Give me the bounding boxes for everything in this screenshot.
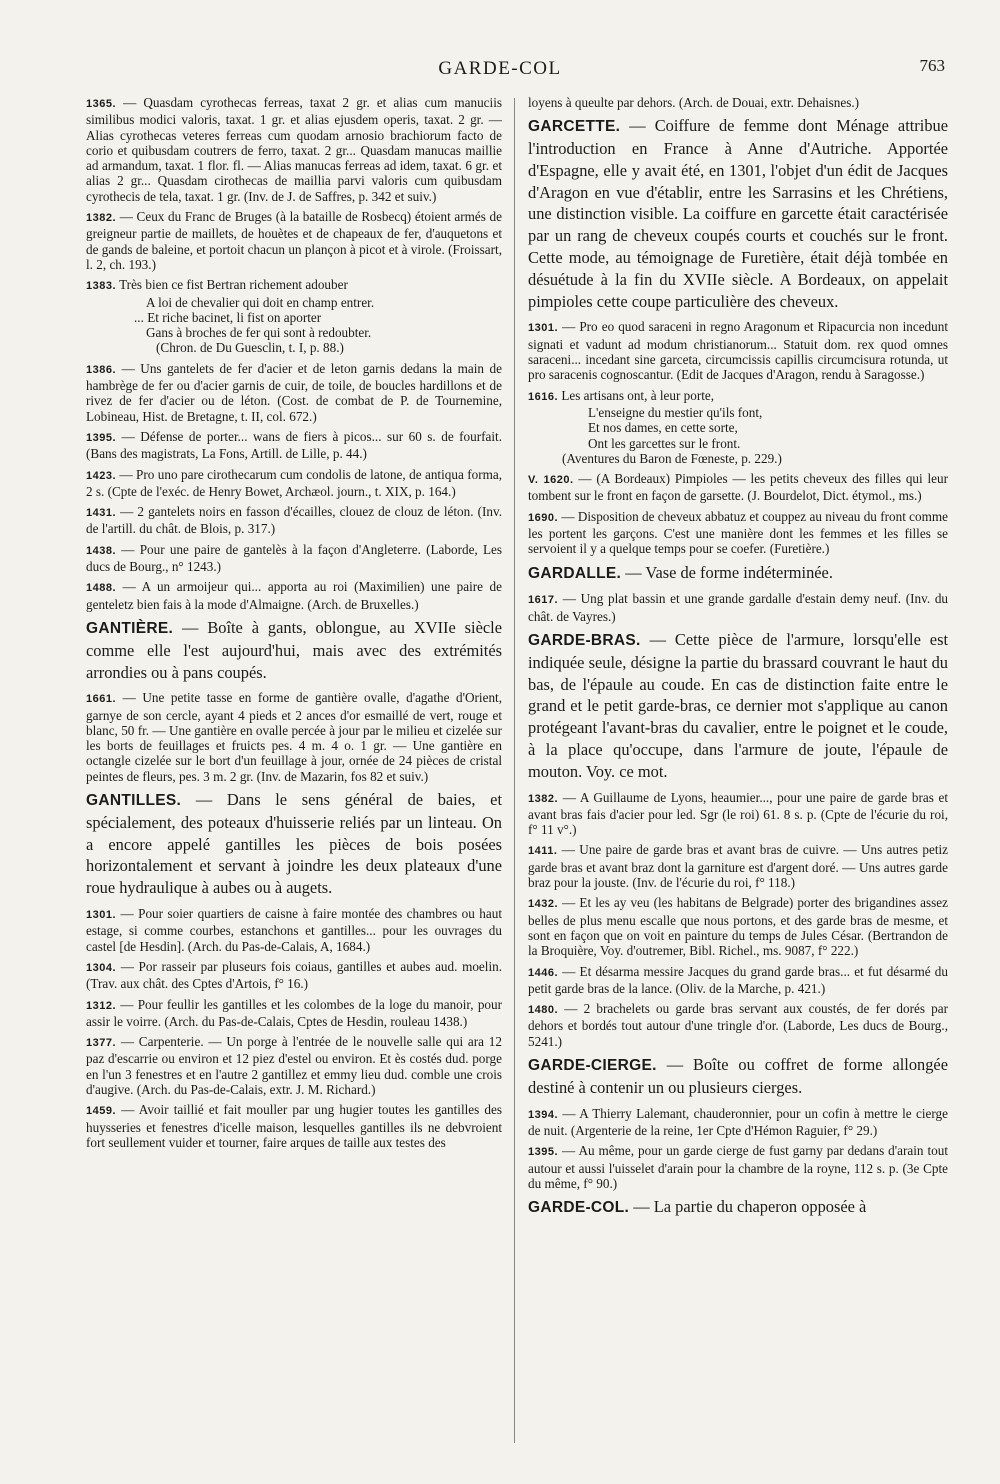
column-divider (514, 98, 515, 1443)
citation-entry: 1690. — Disposition de cheveux abbatuz et couppez au niveau du front comme les portent les garçons. C'est une manière dont les femmes et les filles se servoient il y a quelque temps pour se coefer. (Furetière.) (528, 508, 948, 557)
citation-entry: 1382. — A Guillaume de Lyons, heaumier..., pour une paire de garde bras et avant bras fais d'acier pour led. Sgr (le roi) 61. 8 s. p. (Cpte de l'écurie du roi, f° 11 v°.) (528, 789, 949, 838)
headword: GANTIÈRE. (86, 619, 174, 637)
citation-entry: 1301. — Pro eo quod saraceni in regno Aragonum et Ripacurcia non incedunt signati et vadunt ad modum christianorum... Statuit dom. rex quod omnes saraceni... incedant sine garceta, circumcissis capillis circumcisura rotunda, ut pro saracenis cognoscantur. (Edit de Jacques d'Aragon, rendu à Saragosse.) (528, 319, 948, 383)
headword-entry-gantiere: GANTIÈRE. — Boîte à gants, oblongue, au XVIIe siècle comme elle l'est aujourd'hui, mais avec des extrémités arrondies ou à pans coupés. (86, 617, 502, 682)
citation-entry: 1312. — Pour feullir les gantilles et les colombes de la loge du manoir, pour assir le voirre. (Arch. du Pas-de-Calais, Cptes de Hesdin, rouleau 1438.) (86, 996, 503, 1029)
headword: GANTILLES. (86, 792, 182, 810)
citation-entry: 1394. — A Thierry Lalemant, chauderonnier, pour un cofin à mettre le cierge de nuit. (Argenterie de la reine, 1er Cpte d'Hémon Raguier, f° 29.) (528, 1105, 948, 1138)
citation-entry: 1423. — Pro uno pare cirothecarum cum condolis de latone, de antiqua forma, 2 s. (Cpte de l'exéc. de Henry Bowet, Archæol. journ., t. XIX, p. 164.) (86, 466, 502, 499)
citation-entry: V. 1620. — (A Bordeaux) Pimpioles — les petits cheveux des filles qui leur tombent sur le front en façon de garsette. (J. Bourdelot, Dict. étymol., ms.) (528, 471, 949, 504)
headword-entry-gantilles: GANTILLES. — Dans le sens général de baies, et spécialement, des poteaux d'huisserie reliés par un linteau. On a encore appelé gantilles les pièces de bois posées horizontalement et servant à joindre les deux plateaux d'une roue hydraulique à aubes ou à augets. (86, 790, 502, 898)
citation-entry: 1438. — Pour une paire de gantelès à la façon d'Angleterre. (Laborde, Les ducs de Bourg., n° 1243.) (86, 541, 503, 575)
verse-citation: 1616. Les artisans ont, à leur porte, L'enseigne du mestier qu'ils font, Et nos dames, en cette sorte, Ont les garcettes sur le front. (Aventures du Baron de Fœneste, p. 229.) (528, 387, 782, 466)
citation-entry: 1488. — A un armoijeur qui... apporta au roi (Maximilien) une paire de genteletz bien fais à la mode d'Almaigne. (Arch. de Bruxelles.) (86, 579, 502, 612)
citation-entry: 1395. — Défense de porter... wans de fiers à picos... sur 60 s. de fourfait. (Bans des magistrats, La Fons, Artill. de Lille, p. 44.) (86, 428, 502, 462)
citation-entry: 1432. — Et les ay veu (les habitans de Belgrade) porter des brigandines assez belles de plus menu escalle que nous portons, et des garde bras de mesme, et sont en façon que on voit en painture du temps de Jules César. (Bertrandon de la Broquière, Voy. d'outremer, Bibl. Richel., ms. 9087, f° 222.) (528, 895, 949, 959)
running-head: GARDE-COL (438, 58, 562, 79)
citation-entry: 1617. — Ung plat bassin et une grande gardalle d'estain demy neuf. (Inv. du chât. de Vayres.) (528, 591, 949, 624)
citation-entry: 1382. — Ceux du Franc de Bruges (à la bataille de Rosbecq) étoient armés de greigneur partie de maillets, de houètes et de chapeaux de fer, d'auquetons et de gands de baleine, et portoit chacun un plançon à picot et à virole. (Froissart, l. 2, ch. 193.) (86, 209, 502, 272)
citation-entry: 1386. — Uns gantelets de fer d'acier et de leton garnis dedans la main de hambrège de fer ou d'acier garnis de cuir, de toile, de boucles hardillons et de rivez de fer d'acier ou de léton. (Cost. de combat de P. de Tournemine, Lobineau, Hist. de Bretagne, t. II, col. 672.) (86, 360, 503, 424)
verse-citation: 1383. Très bien ce fist Bertran richement adouber A loi de chevalier qui doit en champ entrer. ... Et riche bacinet, li fist on aporter Gans à broches de fer qui sont à redoubter. (Chron. de Du Guesclin, t. I, p. 88.) (86, 277, 375, 356)
right-column (528, 95, 948, 1226)
headword-entry-garde-bras: GARDE-BRAS. — Cette pièce de l'armure, lorsqu'elle est indiquée seule, désigne la partie du brassard couvrant le haut du bas, de l'épaule au coude. En cas de distinction faite entre le grand et le petit garde-bras, ce dernier mot s'applique au canon protégeant l'avant-bras du cavalier, entre le poignet et le coude, à la place qu'occupe, dans l'armure de joute, l'épaule de mouton. Voy. ce mot. (528, 630, 948, 781)
citation-entry: 1301. — Pour soier quartiers de caisne à faire montée des chambres ou haut estage, si comme courbes, estanchons et gantilles... pour les ouvrages du castel [de Hesdin]. (Arch. du Pas-de-Calais, A, 1684.) (86, 906, 502, 954)
headword-entry-gardalle: GARDALLE. — Vase de forme indéterminée. (528, 562, 833, 582)
continuation-text: loyens à queulte par dehors. (Arch. de Douai, extr. Dehaisnes.) (528, 95, 860, 110)
headword: GARCETTE. (528, 118, 621, 136)
headword-entry-garcette: GARCETTE. — Coiffure de femme dont Ménage attribue l'introduction en France à Anne d'Autriche. Apportée d'Espagne, elle y avait été, en 1301, l'objet d'un édit de Jacques d'Aragon en vue d'établir, entre les Sarrasins et les Chrétiens, une distinction visible. La coiffure en garcette était caractérisée par un rang de cheveux coupés courts et couchés sur le front. Cette mode, au témoignage de Furetière, était déjà tombée en désuétude à la fin du XVIIe siècle. A Bordeaux, on appelait pimpioles cette coupe particulière des cheveux. (528, 116, 948, 311)
citation-entry: 1431. — 2 gantelets noirs en fasson d'écailles, clouez de clouz de léton. (Inv. de l'artill. du chât. de Blois, p. 317.) (86, 504, 503, 537)
citation-entry: 1365. — Quasdam cyrothecas ferreas, taxat 2 gr. et alias cum manuciis similibus modici valoris, taxat. 1 gr. et alias ejusdem operis, taxat. 2 gr. — Alias cyrothecas veteres ferreas cum quodam arnosio brachiorum facto de corio et quibusdam coutrers de ferro, taxat. 2 gr... Quasdam manucas maillie ad armandum, taxat. 1 flor. fl. — Alias manucas ferreas ad idem, taxat. 6 gr. et alias 2 gr... Quasdam cirothecas de maillia parvi valoris cum quibusdam cyrothecis de tela, taxat. 1 gr. (Inv. de J. de Saffres, p. 342 et suiv.) (86, 95, 502, 204)
citation-entry: 1411. — Une paire de garde bras et avant bras de cuivre. — Uns autres petiz garde bras et avant braz dont la garniture est d'argent doré. — Uns autres garde braz pour la jouste. (Inv. de l'écurie du roi, f° 118.) (528, 842, 948, 891)
page-number: 763 (919, 56, 945, 75)
headword-entry-garde-col: GARDE-COL. — La partie du chaperon opposée à (528, 1197, 867, 1217)
headword: GARDALLE. (528, 564, 622, 582)
citation-entry: 1446. — Et désarma messire Jacques du grand garde bras... et fut désarmé du petit garde bras de la lance. (Oliv. de la Marche, p. 421.) (528, 963, 948, 996)
citation-entry: 1661. — Une petite tasse en forme de gantière ovalle, d'agathe d'Orient, garnye de son cercle, ayant 4 pieds et 2 ances d'or esmaillé de vert, rouge et blanc, 50 fr. — Une gantière en ovalle percée à jour par le milieu et cizelée sur les borts de feuillages et fruicts pes. 4 m. 4 o. 1 gr. — Une gantière en octangle cizelée sur le bort d'un feuillage à jour, ornée de 24 pièces de cristal peintes de fleurs, pes. 3 m. 2 gr. (Inv. de Mazarin, fos 82 et suiv.) (86, 690, 502, 784)
headword: GARDE-COL. (528, 1199, 630, 1217)
citation-entry: 1395. — Au même, pour un garde cierge de fust garny par dedans d'arain tout autour et aussi l'uisselet d'arain pour la chambre de la royne, 112 s. p. (3e Cpte du même, f° 90.) (528, 1143, 949, 1191)
left-column (86, 95, 502, 1155)
citation-entry: 1304. — Por rasseir par pluseurs fois coiaus, gantilles et aubes aud. moelin. (Trav. aux chât. des Cptes d'Artois, f° 16.) (86, 958, 502, 992)
headword-entry-garde-cierge: GARDE-CIERGE. — Boîte ou coffret de forme allongée destiné à contenir un ou plusieurs cierges. (528, 1055, 948, 1097)
headword: GARDE-BRAS. (528, 632, 641, 650)
citation-entry: 1377. — Carpenterie. — Un porge à l'entrée de le nouvelle salle qui ara 12 paz d'escarrie ou environ et 12 piez d'estel ou environ. Et ès costés dud. porge en l'un 3 fenestres et en l'autre 2 gantillez et emmy lieu dud. comble une crois d'augive. (Arch. du Pas-de-Calais, extr. J. M. Richard.) (86, 1034, 502, 1098)
headword: GARDE-CIERGE. (528, 1057, 657, 1075)
citation-entry: 1459. — Avoir taillié et fait mouller par ung hugier toutes les gantilles des huysseries et fenestres d'icelle maison, lesquelles gantilles ils ne debvroient fort seullement vuider et tourner, faire arques de taille aux testes des (86, 1102, 503, 1150)
citation-entry: 1480. — 2 brachelets ou garde bras servant aux coustés, de fer dorés par dehors et bordés tout autour d'une tringle d'or. (Laborde, Les ducs de Bourg., 5241.) (528, 1001, 949, 1049)
